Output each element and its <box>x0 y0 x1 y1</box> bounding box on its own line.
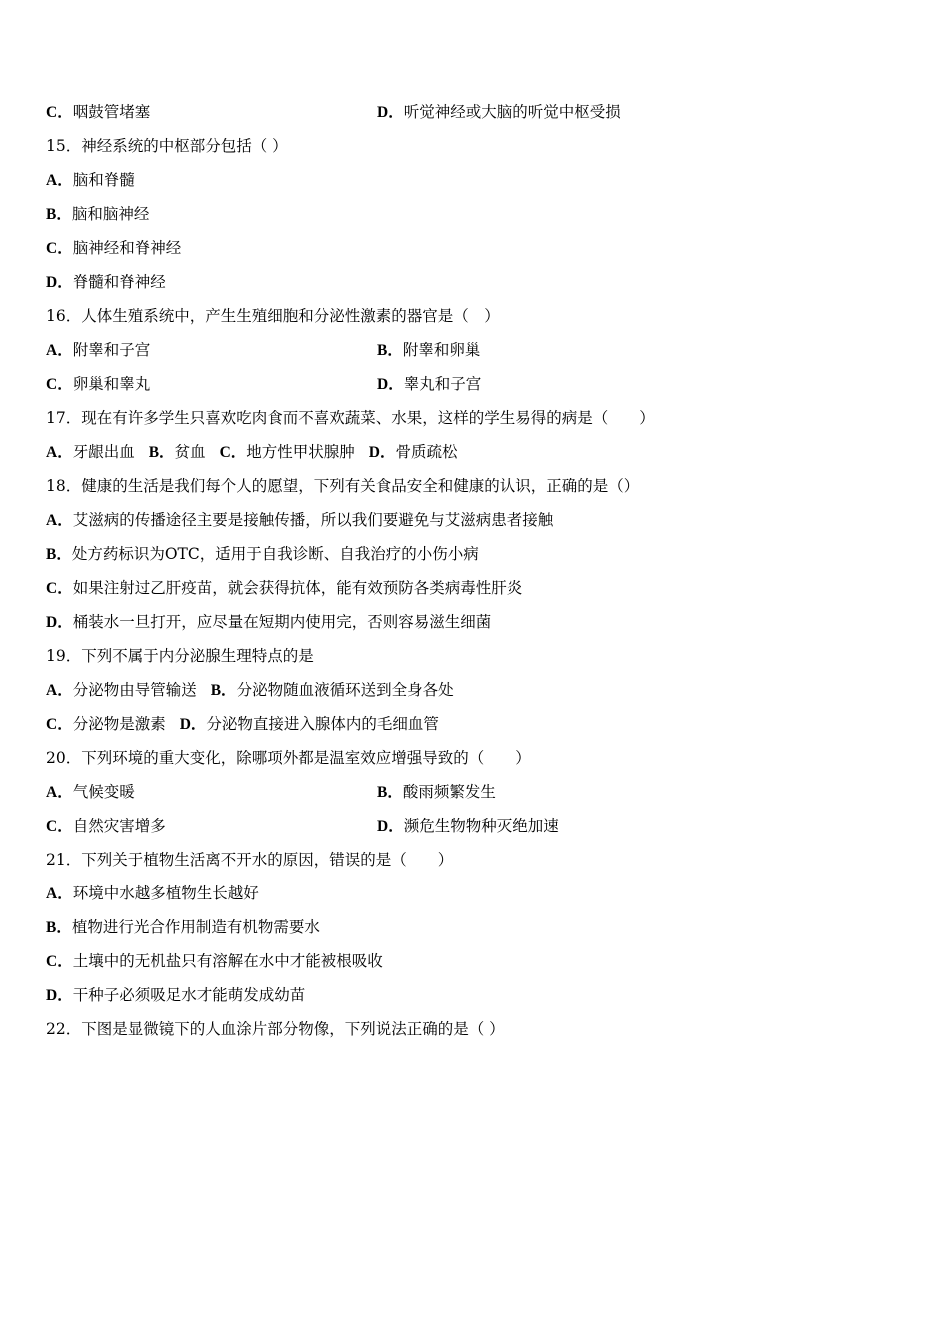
option-text: 地方性甲状腺肿 <box>246 443 355 461</box>
q20-stem: 20．下列环境的重大变化，除哪项外都是温室效应增强导致的（ ） <box>46 749 531 767</box>
option-text: 脑和脊髓 <box>72 171 135 189</box>
option-label: D． <box>377 818 404 835</box>
q15-option-d <box>46 269 166 295</box>
q15-option-a <box>46 167 135 193</box>
option-label: C． <box>46 240 73 257</box>
q21-option-b <box>46 914 320 940</box>
q21-option-d <box>46 982 305 1008</box>
q20-option-a <box>46 779 135 805</box>
option-label: D． <box>46 614 73 631</box>
q18-option-d <box>46 609 491 635</box>
q18-option-c <box>46 575 522 601</box>
option-label: D． <box>377 104 404 121</box>
q21-option-c <box>46 948 383 974</box>
option-text: 濒危生物物种灭绝加速 <box>403 817 559 835</box>
q15-option-c <box>46 235 181 261</box>
q18-option-a <box>46 507 553 533</box>
q16-option-b <box>377 337 480 363</box>
option-text: 分泌物是激素 <box>72 715 166 733</box>
option-text: 土壤中的无机盐只有溶解在水中才能被根吸收 <box>72 952 383 970</box>
option-label: C． <box>46 580 73 597</box>
option-label: A． <box>46 885 73 902</box>
q22-stem: 22．下图是显微镜下的人血涂片部分物像，下列说法正确的是（ ） <box>46 1020 505 1038</box>
option-text: 分泌物随血液循环送到全身各处 <box>236 681 454 699</box>
q19-stem: 19．下列不属于内分泌腺生理特点的是 <box>46 647 314 665</box>
option-text: 脊髓和脊神经 <box>72 273 166 291</box>
option-text: 植物进行光合作用制造有机物需要水 <box>71 918 320 936</box>
option-text: 睾丸和子宫 <box>403 375 482 393</box>
option-label: B． <box>377 784 403 801</box>
option-text: 艾滋病的传播途径主要是接触传播，所以我们要避免与艾滋病患者接触 <box>72 511 554 529</box>
option-label: D． <box>46 987 73 1004</box>
option-text: 脑和脑神经 <box>71 205 150 223</box>
q21-stem: 21．下列关于植物生活离不开水的原因，错误的是（ ） <box>46 851 454 869</box>
option-label: D． <box>377 376 404 393</box>
option-label: C． <box>46 818 73 835</box>
q16-option-c <box>46 371 150 397</box>
option-label: A． <box>46 172 73 189</box>
option-label: C． <box>46 104 73 121</box>
option-text: 听觉神经或大脑的听觉中枢受损 <box>403 103 621 121</box>
q18-option-b <box>46 541 479 567</box>
option-text: 骨质疏松 <box>395 443 458 461</box>
q20-option-c <box>46 813 166 839</box>
option-text: 咽鼓管堵塞 <box>72 103 151 121</box>
option-label: C． <box>46 376 73 393</box>
option-text: 气候变暖 <box>72 783 135 801</box>
option-text: 自然灾害增多 <box>72 817 166 835</box>
q20-option-d <box>377 813 559 839</box>
option-label: A． <box>46 682 73 699</box>
option-text: 分泌物由导管输送 <box>72 681 197 699</box>
option-text: 脑神经和脊神经 <box>72 239 182 257</box>
option-text: 卵巢和睾丸 <box>72 375 151 393</box>
option-label: D． <box>179 716 207 733</box>
option-text: 如果注射过乙肝疫苗，就会获得抗体，能有效预防各类病毒性肝炎 <box>72 579 523 597</box>
option-label: B． <box>210 682 237 699</box>
option-label: B． <box>148 444 175 461</box>
q14-option-c <box>46 99 150 125</box>
option-label: A． <box>46 512 73 529</box>
q20-option-b <box>377 779 496 805</box>
q15-stem: 15．神经系统的中枢部分包括（ ） <box>46 137 288 155</box>
option-text: 处方药标识为OTC，适用于自我诊断、自我治疗的小伤小病 <box>71 545 479 563</box>
option-label: C． <box>46 953 73 970</box>
option-text: 牙龈出血 <box>72 443 135 461</box>
option-text: 贫血 <box>174 443 206 461</box>
option-label: A． <box>46 342 73 359</box>
option-label: D． <box>46 274 73 291</box>
q18-stem: 18．健康的生活是我们每个人的愿望，下列有关食品安全和健康的认识，正确的是（） <box>46 477 640 495</box>
option-text: 酸雨频繁发生 <box>402 783 496 801</box>
q16-option-d <box>377 371 481 397</box>
option-text: 桶装水一旦打开，应尽量在短期内使用完，否则容易滋生细菌 <box>72 613 492 631</box>
q15-option-b <box>46 201 149 227</box>
option-text: 附睾和卵巢 <box>402 341 481 359</box>
option-text: 环境中水越多植物生长越好 <box>72 884 259 902</box>
option-label: C． <box>46 716 73 733</box>
option-label: B． <box>46 206 72 223</box>
option-label: A． <box>46 784 73 801</box>
option-label: A． <box>46 444 73 461</box>
q19-options-ab <box>46 677 454 703</box>
q16-stem: 16．人体生殖系统中，产生生殖细胞和分泌性激素的器官是（ ） <box>46 307 500 325</box>
q17-stem: 17．现在有许多学生只喜欢吃肉食而不喜欢蔬菜、水果，这样的学生易得的病是（ ） <box>46 409 655 427</box>
option-label: B． <box>46 546 72 563</box>
q14-option-d <box>377 99 621 125</box>
q17-options <box>46 439 458 465</box>
option-text: 分泌物直接进入腺体内的毛细血管 <box>206 715 439 733</box>
option-text: 干种子必须吸足水才能萌发成幼苗 <box>72 986 306 1004</box>
q21-option-a <box>46 880 259 906</box>
option-label: B． <box>377 342 403 359</box>
option-label: C． <box>219 444 247 461</box>
q16-option-a <box>46 337 150 363</box>
option-label: B． <box>46 919 72 936</box>
option-text: 附睾和子宫 <box>72 341 151 359</box>
q19-options-cd <box>46 711 439 737</box>
option-label: D． <box>368 444 396 461</box>
